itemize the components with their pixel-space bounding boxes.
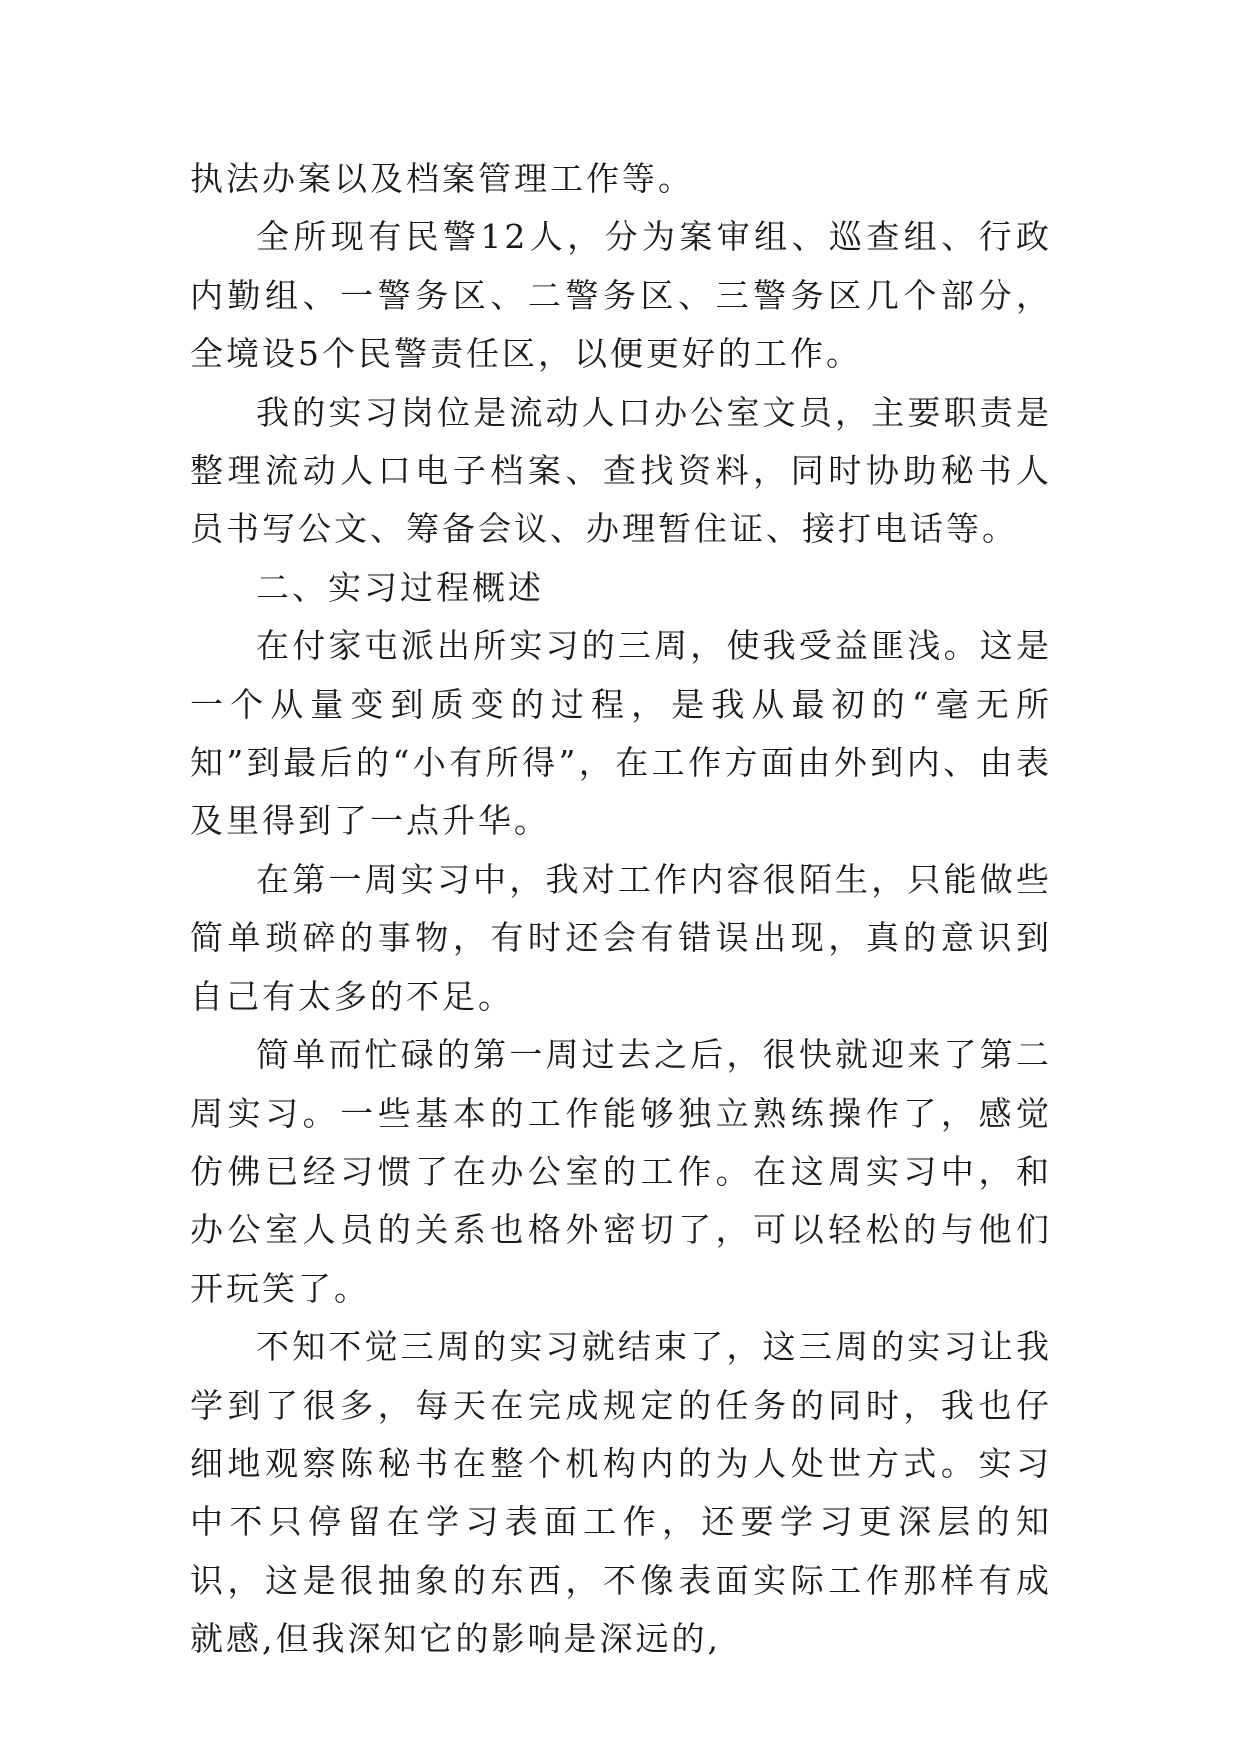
paragraph-police-staff: 全所现有民警12人，分为案审组、巡查组、行政内勤组、一警务区、二警务区、三警务区几个部分，全境设5个民警责任区，以便更好的工作。 (190, 217, 1052, 374)
paragraph-internship-position: 我的实习岗位是流动人口办公室文员，主要职责是整理流动人口电子档案、查找资料，同时协助秘书人员书写公文、筹备会议、办理暂住证、接打电话等。 (190, 392, 1052, 549)
section-heading-internship-process: 二、实习过程概述 (256, 567, 544, 607)
document-body (190, 150, 1052, 1669)
paragraph-three-weeks: 在付家屯派出所实习的三周，使我受益匪浅。这是一个从量变到质变的过程，是我从最初的“毫无所知”到最后的“小有所得”，在工作方面由外到内、由表及里得到了一点升华。 (190, 626, 1052, 841)
paragraph-continuation: 执法办案以及档案管理工作等。 (190, 159, 694, 198)
paragraph-second-week: 简单而忙碌的第一周过去之后，很快就迎来了第二周实习。一些基本的工作能够独立熟练操作了，感觉仿佛已经习惯了在办公室的工作。在这周实习中，和办公室人员的关系也格外密切了，可以轻松的与他们开玩笑了。 (190, 1035, 1052, 1308)
paragraph-conclusion: 不知不觉三周的实习就结束了，这三周的实习让我学到了很多，每天在完成规定的任务的同时，我也仔细地观察陈秘书在整个机构内的为人处世方式。实习中不只停留在学习表面工作，还要学习更深层的知识，这是很抽象的东西，不像表面实际工作那样有成就感,但我深知它的影响是深远的, (190, 1327, 1052, 1659)
paragraph-first-week: 在第一周实习中，我对工作内容很陌生，只能做些简单琐碎的事物，有时还会有错误出现，真的意识到自己有太多的不足。 (190, 859, 1052, 1016)
